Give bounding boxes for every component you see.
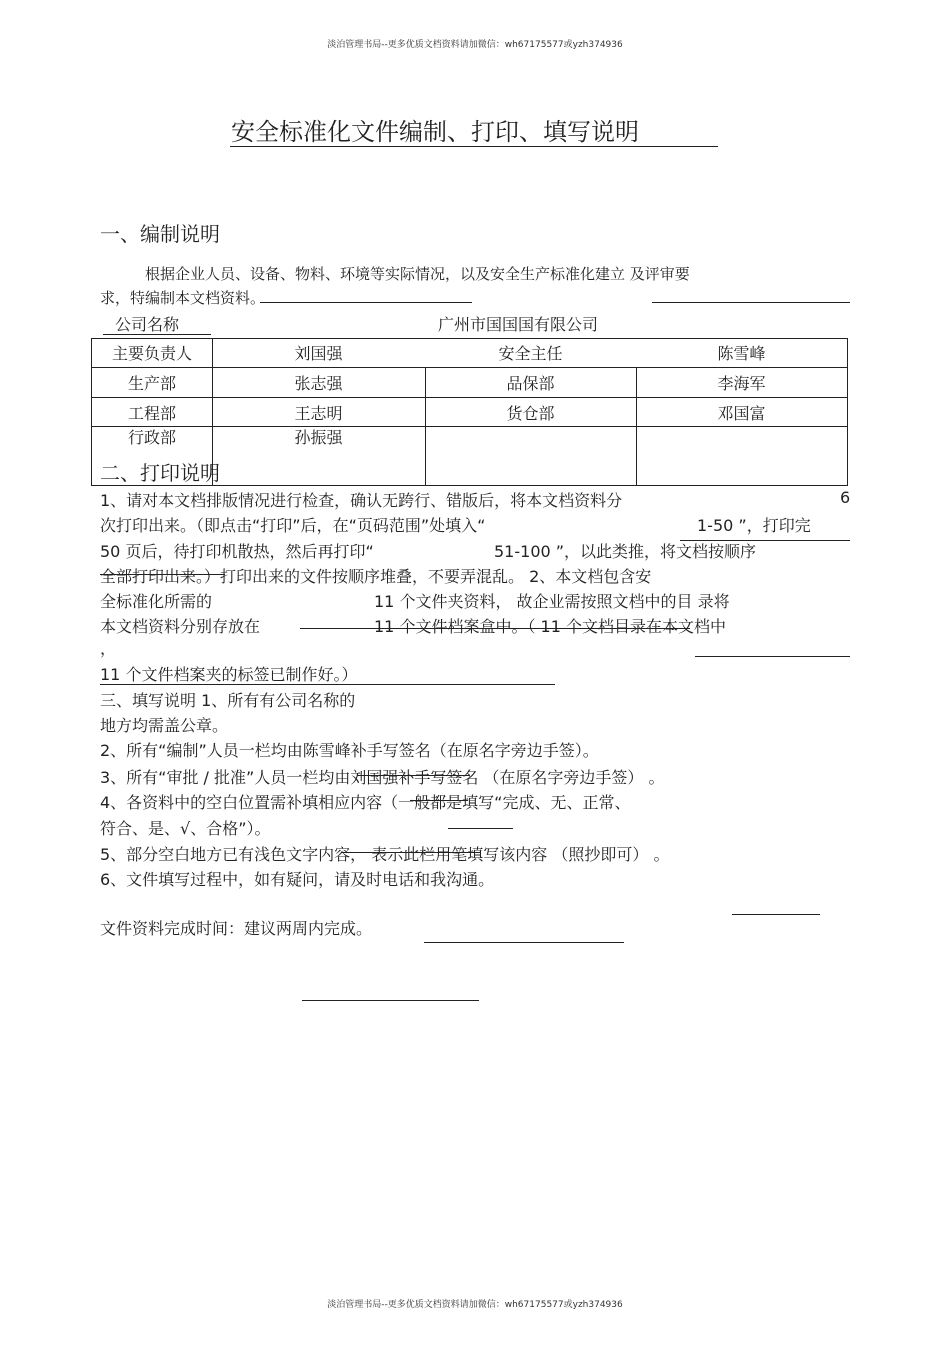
header-watermark: 淡泊管理书局--更多优质文档资料请加微信：wh67175577或yzh374936 bbox=[327, 40, 623, 50]
rule-line bbox=[100, 684, 555, 685]
print-instruction-fragment: 11 个文件档案盒中。（ 11 个文档目录在本文档中 bbox=[374, 617, 726, 636]
table-cell: 张志强 bbox=[294, 374, 343, 393]
rule-line bbox=[652, 302, 850, 303]
print-instruction-line: 11 个文件档案夹的标签已制作好。） bbox=[100, 665, 358, 684]
title-underline bbox=[230, 146, 718, 147]
table-cell: 王志明 bbox=[294, 404, 343, 423]
table-cell: 主要负责人 bbox=[111, 344, 192, 363]
print-instruction-line: 次打印出来。（即点击“打印”后，在“页码范围”处填入“ bbox=[100, 516, 486, 535]
table-cell: 货仓部 bbox=[506, 404, 555, 423]
document-title: 安全标准化文件编制、打印、填写说明 bbox=[231, 118, 639, 146]
print-instruction-fragment: 6 bbox=[840, 488, 851, 507]
table-cell: 安全主任 bbox=[498, 344, 563, 363]
section2-heading: 二、打印说明 bbox=[100, 461, 220, 485]
rule-line bbox=[424, 942, 624, 943]
fill-instruction-line: 符合、是、√、合格”）。 bbox=[100, 819, 271, 838]
table-border bbox=[91, 367, 848, 368]
rule-line bbox=[695, 656, 850, 657]
rule-line bbox=[732, 914, 820, 915]
table-cell: 品保部 bbox=[506, 374, 555, 393]
section1-heading: 一、编制说明 bbox=[100, 222, 220, 246]
rule-line bbox=[448, 828, 513, 829]
table-border bbox=[91, 338, 848, 339]
fill-instruction-line: 6、文件填写过程中，如有疑问，请及时电话和我沟通。 bbox=[100, 870, 495, 889]
footer-watermark: 淡泊管理书局--更多优质文档资料请加微信：wh67175577或yzh374936 bbox=[327, 1300, 623, 1310]
print-instruction-line: 50 页后，待打印机散热，然后再打印“ bbox=[100, 542, 374, 561]
strike-line bbox=[410, 800, 468, 801]
company-name-label: 公司名称 bbox=[115, 315, 180, 334]
fill-instruction-line: 2、所有“编制”人员一栏均由陈雪峰补手写签名（在原名字旁边手签）。 bbox=[100, 741, 599, 760]
company-name-value: 广州市国国国有限公司 bbox=[438, 315, 599, 334]
rule-line bbox=[260, 302, 472, 303]
rule-line bbox=[302, 1000, 479, 1001]
table-cell: 生产部 bbox=[127, 374, 176, 393]
fill-instruction-line: 5、部分空白地方已有浅色文字内容， 表示此栏用笔填写该内容 （照抄即可） 。 bbox=[100, 845, 670, 864]
table-cell: 刘国强 bbox=[294, 344, 343, 363]
company-label-underline bbox=[103, 334, 211, 335]
strike-line bbox=[342, 852, 480, 853]
section1-paragraph-line2: 求，特编制本文档资料。 bbox=[100, 289, 266, 307]
table-cell: 工程部 bbox=[127, 404, 176, 423]
table-cell: 孙振强 bbox=[294, 428, 343, 447]
table-border bbox=[91, 397, 848, 398]
table-cell: 李海军 bbox=[717, 374, 766, 393]
print-instruction-line: 1、请对本文档排版情况进行检查，确认无跨行、错版后，将本文档资料分 bbox=[100, 491, 623, 510]
print-instruction-fragment: 1-50 ”，打印完 bbox=[697, 516, 811, 535]
table-cell: 陈雪峰 bbox=[717, 344, 766, 363]
completion-time: 文件资料完成时间：建议两周内完成。 bbox=[100, 919, 373, 938]
print-instruction-fragment: 11 个文件夹资料， 故企业需按照文档中的目 录将 bbox=[374, 592, 730, 611]
section3-heading: 三、填写说明 1、所有有公司名称的 bbox=[100, 691, 356, 710]
strike-line bbox=[357, 775, 469, 776]
print-instruction-line: 全部打印出来。）打印出来的文件按顺序堆叠，不要弄混乱。 2、本文档包含安 bbox=[100, 567, 652, 586]
table-cell: 邓国富 bbox=[717, 404, 766, 423]
table-cell: 行政部 bbox=[127, 428, 176, 447]
fill-instruction-line: 地方均需盖公章。 bbox=[100, 716, 229, 735]
fill-instruction-line: 3、所有“审批 / 批准”人员一栏均由刘国强补手写签名 （在原名字旁边手签） 。 bbox=[100, 768, 665, 787]
strike-line bbox=[100, 574, 225, 575]
print-instruction-line: 全标准化所需的 bbox=[100, 592, 213, 611]
print-instruction-fragment: ， bbox=[100, 639, 117, 658]
strike-line bbox=[300, 628, 690, 629]
print-instruction-line: 本文档资料分别存放在 bbox=[100, 617, 261, 636]
fill-instruction-line: 4、各资料中的空白位置需补填相应内容（一般都是填写“完成、无、正常、 bbox=[100, 793, 631, 812]
section1-paragraph-line1: 根据企业人员、设备、物料、环境等实际情况，以及安全生产标准化建立 及评审要 bbox=[145, 265, 690, 283]
table-border bbox=[847, 338, 848, 485]
print-instruction-fragment: 51-100 ”，以此类推，将文档按顺序 bbox=[494, 542, 757, 561]
